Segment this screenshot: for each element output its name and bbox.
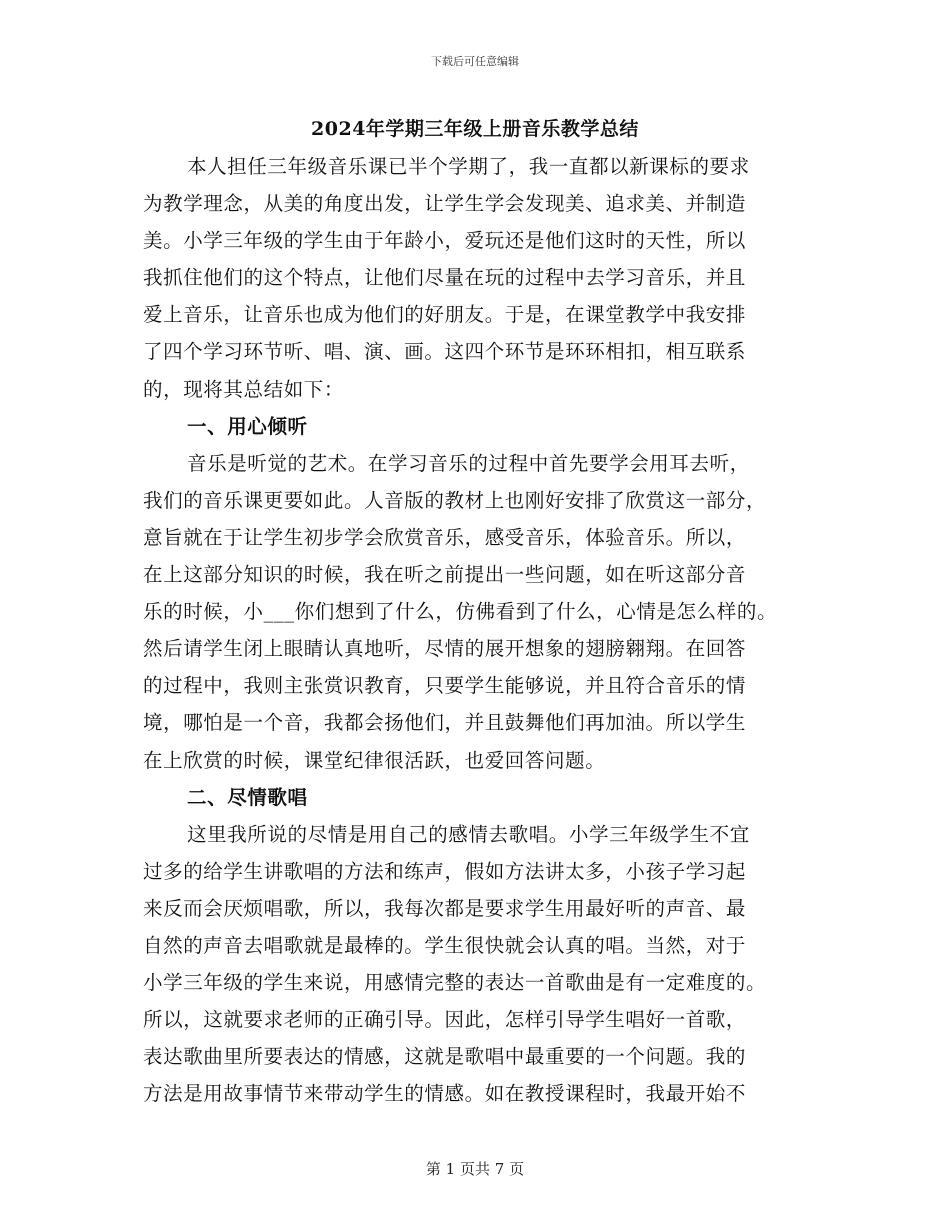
paragraph-line: 乐的时候，小___你们想到了什么，仿佛看到了什么，心情是怎么样的。	[143, 600, 778, 624]
document-body	[143, 148, 803, 1112]
paragraph-line: 我们的音乐课更要如此。人音版的教材上也刚好安排了欣赏这一部分，	[143, 488, 767, 512]
paragraph-line: 本人担任三年级音乐课已半个学期了，我一直都以新课标的要求	[187, 155, 750, 178]
paragraph-line: 了四个学习环节听、唱、演、画。这四个环节是环环相扣，相互联系	[143, 340, 747, 364]
paragraph-line: 方法是用故事情节来带动学生的情感。如在教授课程时，我最开始不	[143, 1082, 747, 1106]
paragraph-line: 美。小学三年级的学生由于年龄小，爱玩还是他们这时的天性，所以	[143, 229, 747, 253]
paragraph-line: 过多的给学生讲歌唱的方法和练声，假如方法讲太多，小孩子学习起	[143, 859, 747, 883]
paragraph-line: 自然的声音去唱歌就是最棒的。学生很快就会认真的唱。当然，对于	[143, 933, 747, 957]
paragraph-line: 在上这部分知识的时候，我在听之前提出一些问题，如在听这部分音	[143, 563, 747, 587]
paragraph-line: 音乐是听觉的艺术。在学习音乐的过程中首先要学会用耳去听，	[187, 451, 750, 475]
paragraph-line: 所以，这就要求老师的正确引导。因此，怎样引导学生唱好一首歌，	[143, 1008, 747, 1032]
paragraph-line: 来反而会厌烦唱歌，所以，我每次都是要求学生用最好听的声音、最	[143, 896, 747, 920]
paragraph-line: 小学三年级的学生来说，用感情完整的表达一首歌曲是有一定难度的。	[143, 971, 767, 995]
paragraph-line: 爱上音乐，让音乐也成为他们的好朋友。于是，在课堂教学中我安排	[143, 303, 747, 327]
paragraph-line: 境，哪怕是一个音，我都会扬他们，并且鼓舞他们再加油。所以学生	[143, 711, 747, 735]
paragraph-line: 表达歌曲里所要表达的情感，这就是歌唱中最重要的一个问题。我的	[143, 1045, 747, 1069]
paragraph-line: 在上欣赏的时候，课堂纪律很活跃，也爱回答问题。	[143, 748, 606, 772]
page-header: 下载后可任意编辑	[431, 55, 519, 68]
section-heading: 一、用心倾听	[187, 414, 308, 438]
paragraph-line: 的，现将其总结如下：	[143, 377, 345, 401]
paragraph-line: 我抓住他们的这个特点，让他们尽量在玩的过程中去学习音乐，并且	[143, 266, 747, 290]
section-heading: 二、尽情歌唱	[187, 785, 308, 809]
paragraph-line: 这里我所说的尽情是用自己的感情去歌唱。小学三年级学生不宜	[187, 822, 750, 846]
page-footer: 第 1 页共 7 页	[425, 1160, 525, 1178]
paragraph-line: 的过程中，我则主张赏识教育，只要学生能够说，并且符合音乐的情	[143, 674, 747, 698]
paragraph-line: 为教学理念，从美的角度出发，让学生学会发现美、追求美、并制造	[143, 192, 747, 216]
paragraph-line: 然后请学生闭上眼睛认真地听，尽情的展开想象的翅膀翱翔。在回答	[143, 637, 747, 661]
document-title: 2024年学期三年级上册音乐教学总结	[311, 118, 639, 140]
paragraph-line: 意旨就在于让学生初步学会欣赏音乐，感受音乐，体验音乐。所以，	[143, 525, 747, 549]
